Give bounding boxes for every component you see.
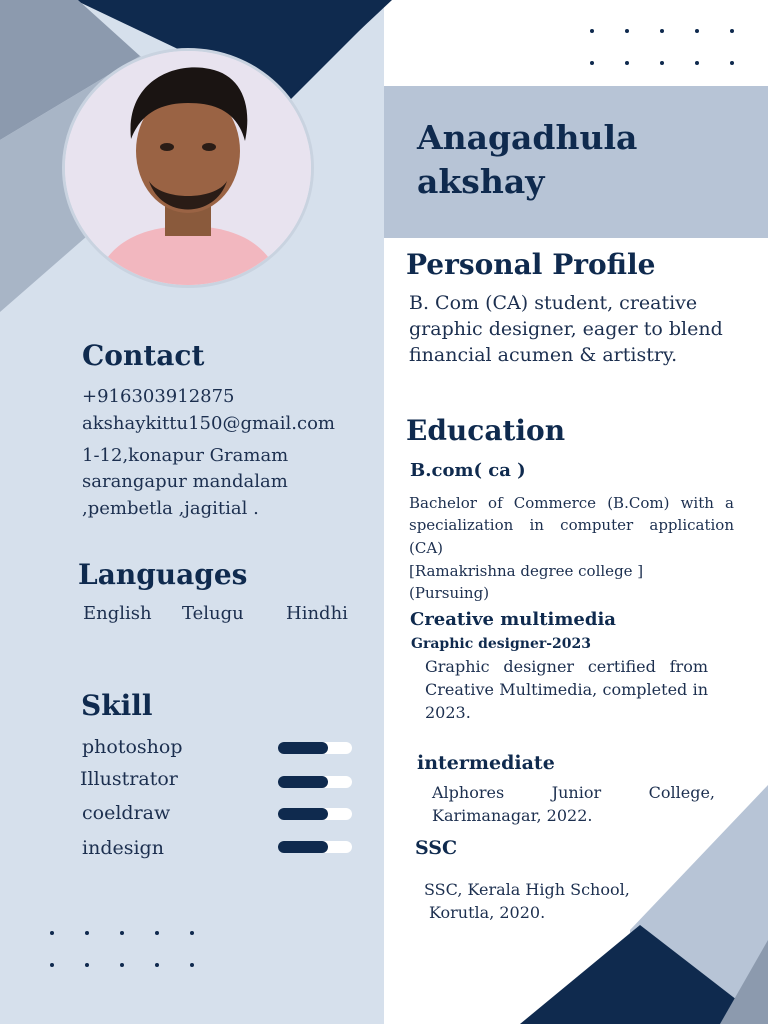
contact-address-line-3: ,pembetla ,jagitial .	[82, 498, 259, 519]
language-english: English	[83, 603, 152, 624]
dot	[155, 931, 159, 935]
dot	[590, 61, 594, 65]
dot	[85, 963, 89, 967]
skill-indesign-bar	[278, 841, 352, 853]
dot	[50, 931, 54, 935]
bcom-line-2: specialization in computer application	[409, 516, 734, 534]
multimedia-line-2: Creative Multimedia, completed in	[425, 680, 708, 699]
multimedia-title: Creative multimedia	[410, 609, 616, 630]
bcom-line-1: Bachelor of Commerce (B.Com) with a	[409, 494, 734, 512]
dot	[190, 931, 194, 935]
profile-line-2: graphic designer, eager to blend	[409, 318, 723, 340]
dot	[660, 61, 664, 65]
skill-coeldraw-label: coeldraw	[82, 802, 171, 824]
dot	[155, 963, 159, 967]
dot	[730, 29, 734, 33]
dot	[625, 29, 629, 33]
bcom-line-4: [Ramakrishna degree college ]	[409, 562, 644, 580]
language-telugu: Telugu	[182, 603, 244, 624]
skill-heading: Skill	[81, 689, 153, 722]
dot	[50, 963, 54, 967]
profile-line-1: B. Com (CA) student, creative	[409, 292, 698, 314]
language-hindhi: Hindhi	[286, 603, 348, 624]
dot	[590, 29, 594, 33]
skill-photoshop-label: photoshop	[82, 736, 183, 758]
multimedia-line-3: 2023.	[425, 703, 471, 722]
skill-coeldraw-bar	[278, 808, 352, 820]
profile-photo	[62, 48, 314, 288]
ssc-line-1: SSC, Kerala High School,	[424, 880, 630, 899]
languages-heading: Languages	[78, 558, 248, 591]
dot	[695, 61, 699, 65]
intermediate-title: intermediate	[417, 752, 555, 774]
skill-coeldraw-fill	[278, 808, 328, 820]
person-name	[417, 116, 637, 204]
bcom-title: B.com( ca )	[410, 460, 526, 481]
ssc-title: SSC	[415, 837, 458, 859]
skill-photoshop-fill	[278, 742, 328, 754]
dot	[120, 931, 124, 935]
intermediate-line-2: Karimanagar, 2022.	[432, 806, 593, 825]
bcom-line-3: (CA)	[409, 539, 444, 557]
education-heading: Education	[406, 414, 566, 447]
dot	[85, 931, 89, 935]
intermediate-line-1: Alphores Junior College,	[432, 783, 715, 802]
skill-illustrator-fill	[278, 776, 328, 788]
skill-indesign-label: indesign	[82, 837, 164, 859]
contact-address-line-1: 1-12,konapur Gramam	[82, 445, 289, 466]
dot	[120, 963, 124, 967]
ssc-line-2: Korutla, 2020.	[429, 903, 546, 922]
skill-photoshop-bar	[278, 742, 352, 754]
dot	[625, 61, 629, 65]
personal-profile-heading: Personal Profile	[406, 248, 656, 281]
multimedia-subtitle: Graphic designer-2023	[411, 636, 592, 652]
contact-heading: Contact	[82, 339, 205, 372]
name-line-1: Anagadhula	[417, 118, 638, 157]
bcom-line-5: (Pursuing)	[409, 584, 490, 602]
contact-email: akshaykittu150@gmail.com	[82, 413, 335, 434]
dot	[660, 29, 664, 33]
dot	[695, 29, 699, 33]
multimedia-line-1: Graphic designer certified from	[425, 657, 708, 676]
skill-indesign-fill	[278, 841, 328, 853]
contact-phone: +916303912875	[82, 386, 235, 407]
contact-address-line-2: sarangapur mandalam	[82, 471, 288, 492]
skill-illustrator-label: Illustrator	[80, 768, 178, 790]
dot	[190, 963, 194, 967]
dot	[730, 61, 734, 65]
name-line-2: akshay	[417, 162, 545, 201]
person-avatar-icon	[65, 51, 311, 285]
skill-illustrator-bar	[278, 776, 352, 788]
profile-line-3: financial acumen & artistry.	[409, 344, 678, 366]
